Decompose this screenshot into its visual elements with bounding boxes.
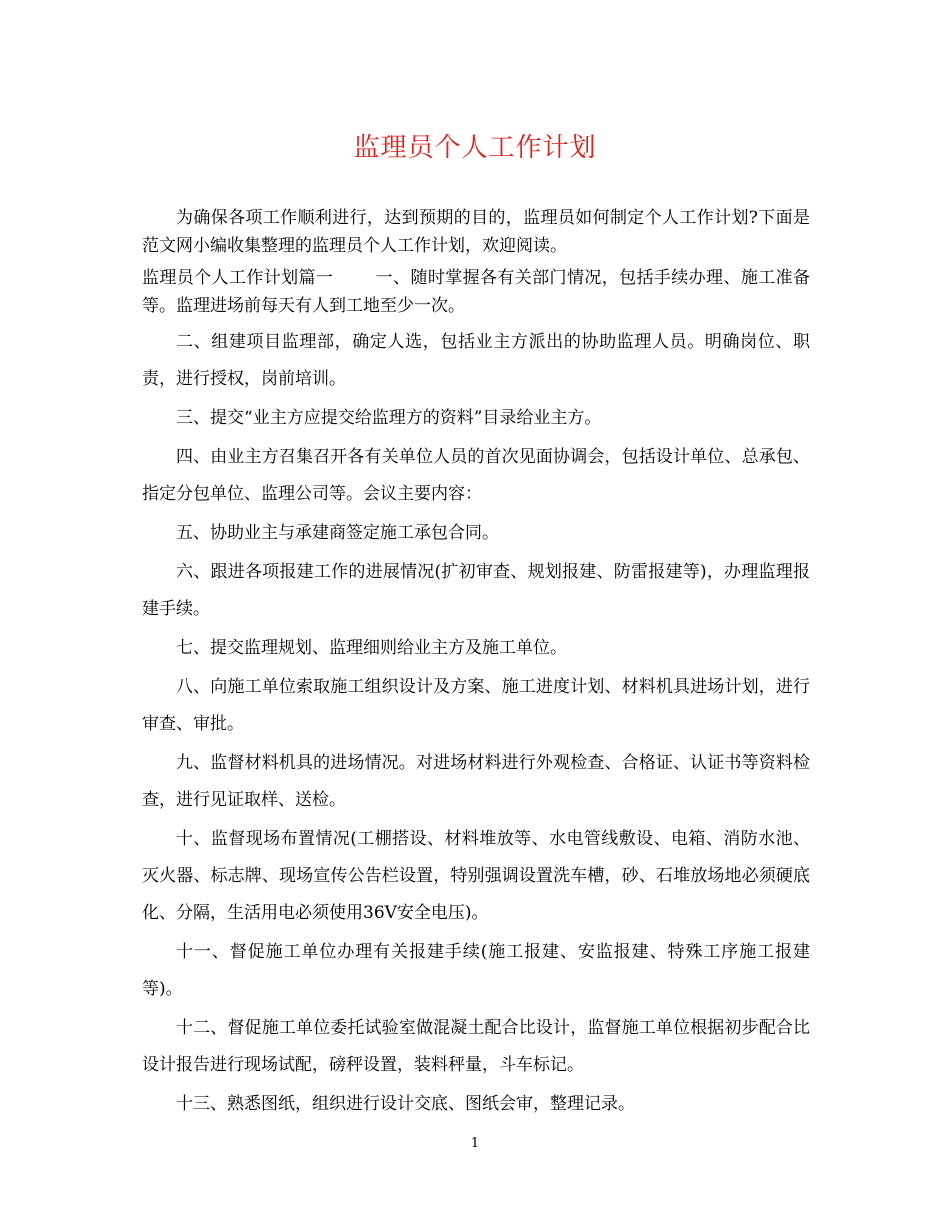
plan-item-10: 十、监督现场布置情况(工棚搭设、材料堆放等、水电管线敷设、电箱、消防水池、灭火器、标志牌、现场宣传公告栏设置，特别强调设置洗车槽，砂、石堆放场地必须硬底化、分隔，生活用电必须使用36V安全电压)。 — [142, 829, 810, 923]
section-heading: 监理员个人工作计划篇一 — [142, 268, 334, 288]
plan-item-6: 六、跟进各项报建工作的进展情况(扩初审查、规划报建、防雷报建等)，办理监理报建手续。 — [142, 562, 810, 619]
plan-item-1: 一、随时掌握各有关部门情况，包括手续办理、施工准备等。监理进场前每天有人到工地至少一次。 — [142, 268, 811, 316]
plan-item-7: 七、提交监理规划、监理细则给业主方及施工单位。 — [176, 638, 567, 658]
page-number: 1 — [470, 1136, 480, 1151]
plan-item-4: 四、由业主方召集召开各有关单位人员的首次见面协调会，包括设计单位、总承包、指定分包单位、监理公司等。会议主要内容： — [142, 447, 810, 504]
plan-item-5: 五、协助业主与承建商签定施工承包合同。 — [176, 523, 499, 543]
plan-item-8: 八、向施工单位索取施工组织设计及方案、施工进度计划、材料机具进场计划，进行审查、审批。 — [142, 677, 810, 734]
plan-item-2: 二、组建项目监理部，确定人选，包括业主方派出的协助监理人员。明确岗位、职责，进行授权，岗前培训。 — [142, 332, 810, 389]
intro-paragraph: 为确保各项工作顺利进行，达到预期的目的，监理员如何制定个人工作计划?下面是范文网小编收集整理的监理员个人工作计划，欢迎阅读。 — [142, 208, 810, 256]
plan-item-12: 十二、督促施工单位委托试验室做混凝土配合比设计，监督施工单位根据初步配合比设计报告进行现场试配，磅秤设置，装料秤量，斗车标记。 — [142, 1018, 810, 1075]
plan-item-13: 十三、熟悉图纸，组织进行设计交底、图纸会审，整理记录。 — [176, 1094, 635, 1114]
document-body — [142, 204, 810, 1125]
plan-item-3: 三、提交“业主方应提交给监理方的资料”目录给业主方。 — [176, 408, 602, 428]
plan-item-9: 九、监督材料机具的进场情况。对进场材料进行外观检查、合格证、认证书等资料检查，进行见证取样、送检。 — [142, 753, 810, 810]
plan-item-11: 十一、督促施工单位办理有关报建手续(施工报建、安监报建、特殊工序施工报建等)。 — [142, 942, 810, 999]
document-title: 监理员个人工作计划 — [353, 133, 597, 163]
section-first-paragraph — [142, 264, 810, 320]
